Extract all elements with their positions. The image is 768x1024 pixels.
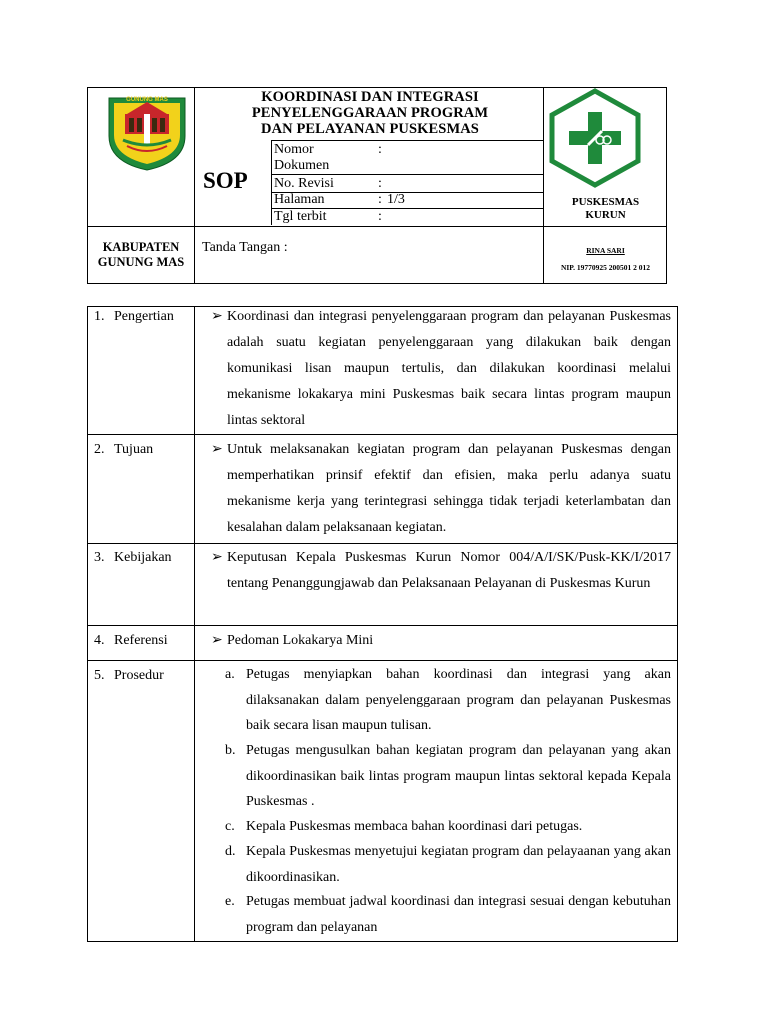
meta-label: No. Revisi — [274, 176, 334, 191]
procedure-letter: a. — [225, 667, 235, 682]
section-label-kebijakan — [94, 550, 172, 566]
meta-label: Halaman — [274, 192, 325, 207]
signer-name: RINA SARI — [586, 246, 625, 255]
divider — [271, 140, 272, 225]
arrow-bullet-icon: ➢ — [211, 309, 223, 324]
arrow-bullet-icon: ➢ — [211, 633, 223, 648]
procedure-letter: e. — [225, 894, 235, 909]
section-title: Referensi — [114, 633, 168, 648]
section-label-pengertian — [94, 309, 174, 325]
kabupaten-name — [88, 240, 194, 270]
procedure-text: Kepala Puskesmas membaca bahan koordinasi dari petugas. — [246, 819, 583, 834]
arrow-bullet-icon: ➢ — [211, 550, 223, 565]
divider — [88, 543, 677, 544]
meta-label: Nomor — [274, 142, 314, 157]
kabupaten-line: GUNUNG MAS — [97, 255, 185, 269]
procedure-text: Kepala Puskesmas menyetujui kegiatan program dan pelayaanan yang akan dikoordinasikan. — [246, 844, 671, 885]
divider — [88, 625, 677, 626]
puskesmas-name — [543, 196, 668, 222]
divider — [271, 174, 543, 175]
section-text: Keputusan Kepala Puskesmas Kurun Nomor 004/A/I/SK/Pusk-KK/I/2017 tentang Penanggungjawab dan Pelaksanaan Pelayanan di Puskesmas Kurun — [227, 550, 671, 591]
sop-header — [87, 87, 667, 284]
section-title: Kebijakan — [114, 550, 172, 565]
meta-label: Tgl terbit — [274, 209, 327, 224]
procedure-letter: c. — [225, 819, 235, 834]
procedure-text: Petugas membuat jadwal koordinasi dan integrasi sesuai dengan kebutuhan program dan pelayanan — [246, 894, 671, 935]
section-title: Prosedur — [114, 668, 164, 683]
section-label-prosedur — [94, 668, 164, 684]
divider — [88, 660, 677, 661]
divider — [88, 434, 677, 435]
section-text: Koordinasi dan integrasi penyelenggaraan program dan pelayanan Puskesmas adalah suatu kegiatan penyelenggaraan yang dilakukan baik dengan komunikasi lisan maupun tertulis, dan dilakukan koordinasi melalui mekanisme lokakarya mini Puskesmas baik secara lintas program maupun lintas sektoral — [227, 309, 671, 428]
procedure-item — [211, 738, 671, 815]
section-number: 4. — [94, 633, 105, 648]
meta-colon: : — [378, 176, 382, 191]
sop-label: SOP — [203, 168, 248, 193]
signature-label: Tanda Tangan : — [202, 240, 288, 255]
title-line: KOORDINASI DAN INTEGRASI — [261, 89, 479, 105]
signer-nip: NIP. 19770925 200501 2 012 — [560, 263, 651, 272]
procedure-item — [211, 814, 671, 840]
meta-colon: : — [378, 192, 382, 207]
gunung-mas-logo — [105, 88, 189, 172]
procedure-letter: b. — [225, 743, 236, 758]
section-title: Tujuan — [114, 442, 154, 457]
meta-colon: : — [378, 209, 382, 224]
procedure-item — [211, 889, 671, 940]
arrow-bullet-icon: ➢ — [211, 442, 223, 457]
meta-label: Dokumen — [274, 158, 330, 173]
section-text: Pedoman Lokakarya Mini — [227, 633, 374, 648]
procedure-text: Petugas menyiapkan bahan koordinasi dan integrasi yang akan dilaksanakan dalam penyelenggaraan program dan pelayanan Puskesmas baik secara lisan maupun tulisan. — [246, 667, 671, 733]
meta-value: 1/3 — [387, 192, 405, 207]
logo-text: GUNUNG MAS — [126, 97, 168, 103]
section-label-referensi — [94, 633, 168, 649]
procedure-item — [211, 839, 671, 890]
procedure-item — [211, 662, 671, 739]
section-number: 5. — [94, 668, 105, 683]
puskesmas-line: PUSKESMAS — [571, 196, 640, 208]
procedure-text: Petugas mengusulkan bahan kegiatan program dan pelayanan yang akan dikoordinasikan baik lintas program maupun lintas sektoral kepada Kepala Puskesmas . — [246, 743, 671, 809]
document-title — [195, 89, 545, 137]
divider — [194, 307, 195, 941]
section-title: Pengertian — [114, 309, 174, 324]
title-line: DAN PELAYANAN PUSKESMAS — [261, 121, 479, 137]
kabupaten-line: KABUPATEN — [102, 240, 180, 254]
title-line: PENYELENGGARAAN PROGRAM — [251, 105, 489, 121]
puskesmas-logo — [548, 88, 642, 188]
section-number: 2. — [94, 442, 105, 457]
section-number: 1. — [94, 309, 105, 324]
divider — [271, 140, 543, 141]
procedure-letter: d. — [225, 844, 236, 859]
meta-colon: : — [378, 142, 382, 157]
sop-content-table — [87, 306, 678, 942]
section-label-tujuan — [94, 442, 153, 458]
section-number: 3. — [94, 550, 105, 565]
divider — [88, 226, 666, 227]
puskesmas-line: KURUN — [585, 209, 626, 221]
section-text: Untuk melaksanakan kegiatan program dan pelayanan Puskesmas dengan memperhatikan prinsif efektif dan efisien, maka perlu adanya suatu mekanisme kerja yang terintegrasi sehingga tidak terjadi keterlambatan dan kesalahan dalam pelaksanaan kegiatan. — [227, 442, 671, 535]
